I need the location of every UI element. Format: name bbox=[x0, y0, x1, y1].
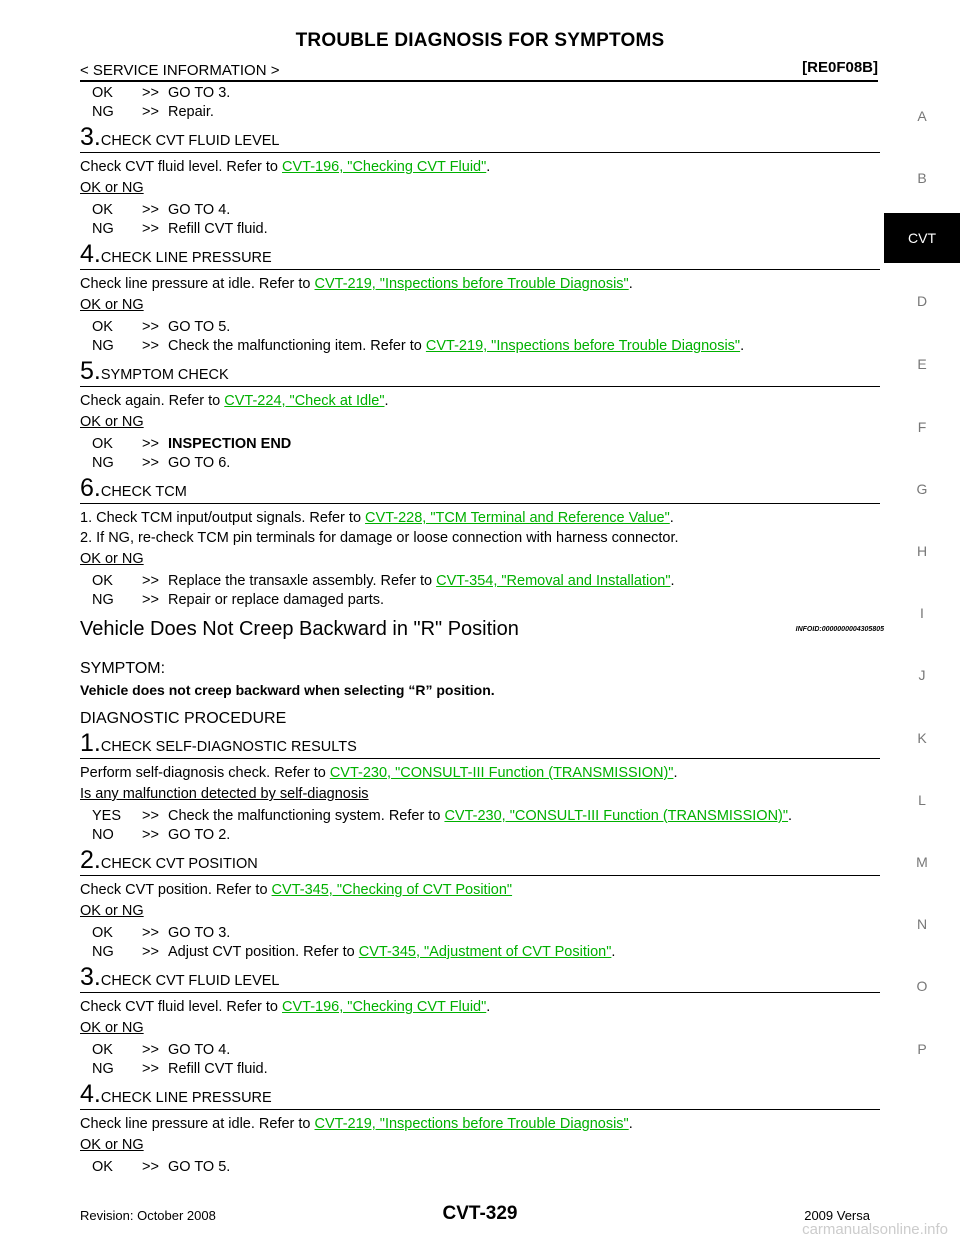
step-heading: 4.CHECK LINE PRESSURE bbox=[80, 241, 880, 270]
step-body: Check line pressure at idle. Refer to CVT-219, "Inspections before Trouble Diagnosis". bbox=[80, 1116, 633, 1132]
index-letter-l[interactable]: L bbox=[918, 792, 926, 808]
reference-link[interactable]: CVT-219, "Inspections before Trouble Diagnosis" bbox=[314, 1116, 629, 1132]
reference-link[interactable]: CVT-224, "Check at Idle" bbox=[224, 393, 385, 409]
step-heading: 4.CHECK LINE PRESSURE bbox=[80, 1081, 880, 1110]
index-letter-h[interactable]: H bbox=[916, 543, 928, 559]
index-letter-g[interactable]: G bbox=[916, 481, 928, 497]
symptom-label: SYMPTOM: bbox=[80, 660, 166, 677]
reference-link[interactable]: CVT-196, "Checking CVT Fluid" bbox=[282, 999, 487, 1015]
result-line: NG >> Refill CVT fluid. bbox=[92, 1061, 268, 1077]
index-letter-d[interactable]: D bbox=[916, 293, 928, 309]
step-heading: 5.SYMPTOM CHECK bbox=[80, 358, 880, 387]
model-code: [RE0F08B] bbox=[802, 59, 878, 76]
result-line: OK >> GO TO 4. bbox=[92, 202, 231, 218]
result-line: OK >> INSPECTION END bbox=[92, 436, 292, 452]
ok-ng-label: OK or NG bbox=[80, 1020, 144, 1036]
index-letter-j[interactable]: J bbox=[918, 667, 926, 683]
index-letter-n[interactable]: N bbox=[916, 916, 928, 932]
index-letter-f[interactable]: F bbox=[917, 419, 927, 435]
result-line: NG >> GO TO 6. bbox=[92, 455, 231, 471]
result-line: NG >> Check the malfunctioning item. Refer to CVT-219, "Inspections before Trouble Diagnosis". bbox=[92, 338, 745, 354]
page-number: CVT-329 bbox=[442, 1203, 518, 1224]
step-body: Check again. Refer to CVT-224, "Check at Idle". bbox=[80, 393, 389, 409]
reference-link[interactable]: CVT-345, "Adjustment of CVT Position" bbox=[358, 944, 612, 960]
step-heading: 1.CHECK SELF-DIAGNOSTIC RESULTS bbox=[80, 730, 880, 759]
ok-ng-label: OK or NG bbox=[80, 903, 144, 919]
reference-link[interactable]: CVT-354, "Removal and Installation" bbox=[436, 573, 671, 589]
main-content bbox=[80, 84, 884, 1177]
watermark: carmanualsonline.info bbox=[802, 1221, 948, 1238]
result-line: NG >> Adjust CVT position. Refer to CVT-345, "Adjustment of CVT Position". bbox=[92, 944, 616, 960]
index-letter-i[interactable]: I bbox=[920, 605, 924, 621]
index-letter-o[interactable]: O bbox=[916, 978, 928, 994]
ok-ng-label: OK or NG bbox=[80, 297, 144, 313]
result-line: NO >> GO TO 2. bbox=[92, 827, 231, 843]
result-line: OK >> GO TO 5. bbox=[92, 1159, 231, 1175]
step-heading: 2.CHECK CVT POSITION bbox=[80, 847, 880, 876]
index-letter-a[interactable]: A bbox=[917, 108, 927, 124]
reference-link[interactable]: CVT-196, "Checking CVT Fluid" bbox=[282, 159, 487, 175]
step-heading: 3.CHECK CVT FLUID LEVEL bbox=[80, 964, 880, 993]
ok-ng-label: OK or NG bbox=[80, 180, 144, 196]
procedure-label: DIAGNOSTIC PROCEDURE bbox=[80, 710, 287, 727]
reference-link[interactable]: CVT-228, "TCM Terminal and Reference Value" bbox=[365, 510, 670, 526]
step-body: Check CVT fluid level. Refer to CVT-196, "Checking CVT Fluid". bbox=[80, 159, 491, 175]
section-heading: Vehicle Does Not Creep Backward in "R" Position INFOID:0000000004305805 bbox=[80, 618, 884, 640]
question-label: Is any malfunction detected by self-diagnosis bbox=[80, 786, 369, 802]
reference-link[interactable]: CVT-230, "CONSULT-III Function (TRANSMISSION)" bbox=[444, 808, 789, 824]
step-body: Check CVT position. Refer to CVT-345, "Checking of CVT Position" bbox=[80, 882, 513, 898]
ok-ng-label: OK or NG bbox=[80, 1137, 144, 1153]
ok-ng-label: OK or NG bbox=[80, 414, 144, 430]
step-body: 1. Check TCM input/output signals. Refer to CVT-228, "TCM Terminal and Reference Value". 2. If NG, re-check TCM pin terminals for damage or loose connection with harness connector. bbox=[80, 510, 679, 546]
reference-link[interactable]: CVT-219, "Inspections before Trouble Diagnosis" bbox=[425, 338, 741, 354]
step-body: Check line pressure at idle. Refer to CVT-219, "Inspections before Trouble Diagnosis". bbox=[80, 276, 633, 292]
symptom-text: Vehicle does not creep backward when selecting “R” position. bbox=[80, 682, 495, 698]
step-body: Perform self-diagnosis check. Refer to CVT-230, "CONSULT-III Function (TRANSMISSION)". bbox=[80, 765, 678, 781]
index-letter-e[interactable]: E bbox=[917, 356, 927, 372]
step-body: Check CVT fluid level. Refer to CVT-196, "Checking CVT Fluid". bbox=[80, 999, 491, 1015]
reference-link[interactable]: CVT-219, "Inspections before Trouble Diagnosis" bbox=[314, 276, 629, 292]
result-line: OK >> GO TO 4. bbox=[92, 1042, 231, 1058]
result-line: NG >> Refill CVT fluid. bbox=[92, 221, 268, 237]
result-line: NG >> Repair or replace damaged parts. bbox=[92, 592, 385, 608]
ok-ng-label: OK or NG bbox=[80, 551, 144, 567]
index-letter-p[interactable]: P bbox=[917, 1041, 927, 1057]
model-year: 2009 Versa bbox=[804, 1208, 870, 1223]
result-line: OK >> Replace the transaxle assembly. Refer to CVT-354, "Removal and Installation". bbox=[92, 573, 675, 589]
index-active-cvt[interactable]: CVT bbox=[884, 213, 960, 263]
index-letter-b[interactable]: B bbox=[917, 170, 927, 186]
revision-date: Revision: October 2008 bbox=[80, 1208, 216, 1223]
step-heading: 3.CHECK CVT FLUID LEVEL bbox=[80, 124, 880, 153]
reference-link[interactable]: CVT-230, "CONSULT-III Function (TRANSMISSION)" bbox=[329, 765, 674, 781]
index-letter-m[interactable]: M bbox=[916, 854, 928, 870]
header-divider bbox=[80, 80, 878, 82]
result-line: OK >> GO TO 5. bbox=[92, 319, 231, 335]
result-line: OK >> GO TO 3. bbox=[92, 85, 231, 101]
index-letter-k[interactable]: K bbox=[917, 730, 927, 746]
result-line: NG >> Repair. bbox=[92, 104, 214, 120]
page-title: TROUBLE DIAGNOSIS FOR SYMPTOMS bbox=[295, 30, 665, 51]
step-heading: 6.CHECK TCM bbox=[80, 475, 880, 504]
info-id: INFOID:0000000004305805 bbox=[795, 626, 884, 633]
result-line: YES >> Check the malfunctioning system. Refer to CVT-230, "CONSULT-III Function (TRANSMISSION)". bbox=[92, 808, 793, 824]
result-line: OK >> GO TO 3. bbox=[92, 925, 231, 941]
section-label: < SERVICE INFORMATION > bbox=[80, 62, 280, 79]
reference-link[interactable]: CVT-345, "Checking of CVT Position" bbox=[271, 882, 513, 898]
